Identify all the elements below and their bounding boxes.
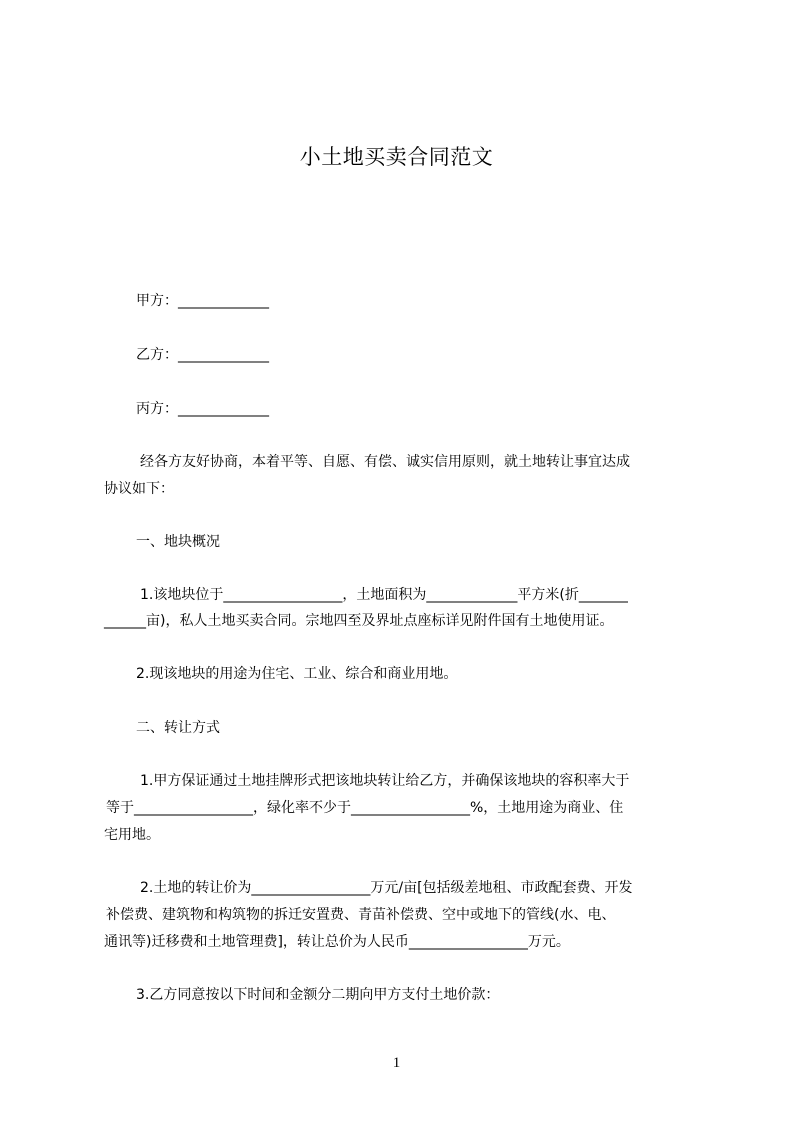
clause-2-2-line-2: 补偿费、建筑物和构筑物的拆迁安置费、青苗补偿费、空中或地下的管线(水、电、	[106, 907, 616, 923]
clause-1-2: 2.现该地块的用途为住宅、工业、综合和商业用地。	[136, 666, 458, 682]
clause-2-2-line-3: 通讯等)迁移费和土地管理费]，转让总价为人民币_________________万元。	[104, 934, 570, 950]
clause-2-3: 3.乙方同意按以下时间和金额分二期向甲方支付土地价款：	[136, 987, 500, 1003]
clause-1-1-line-1: 1.该地块位于_________________，土地面积为_____________平方米(折_______	[140, 587, 628, 603]
page-number: 1	[392, 1055, 401, 1071]
section-2-heading: 二、转让方式	[136, 720, 220, 736]
intro-line-1: 经各方友好协商，本着平等、自愿、有偿、诚实信用原则，就土地转让事宜达成	[140, 454, 630, 470]
document-title: 小土地买卖合同范文	[299, 145, 494, 169]
clause-2-1-line-3: 宅用地。	[104, 827, 160, 843]
party-b-line: 乙方：_____________	[136, 347, 269, 363]
section-1-heading: 一、地块概况	[136, 534, 220, 550]
clause-2-2-line-1: 2.土地的转让价为_________________万元/亩[包括级差地租、市政配套费、开发	[140, 880, 633, 896]
party-c-line: 丙方：_____________	[136, 401, 269, 417]
clause-2-1-line-1: 1.甲方保证通过土地挂牌形式把该地块转让给乙方，并确保该地块的容积率大于	[140, 773, 630, 789]
clause-2-1-line-2: 等于_________________，绿化率不少于_________________%，土地用途为商业、住	[106, 800, 624, 816]
party-a-line: 甲方：_____________	[136, 293, 269, 309]
clause-1-1-line-2: ______亩)，私人土地买卖合同。宗地四至及界址点座标详见附件国有土地使用证。	[104, 613, 614, 629]
intro-line-2: 协议如下：	[104, 481, 174, 497]
